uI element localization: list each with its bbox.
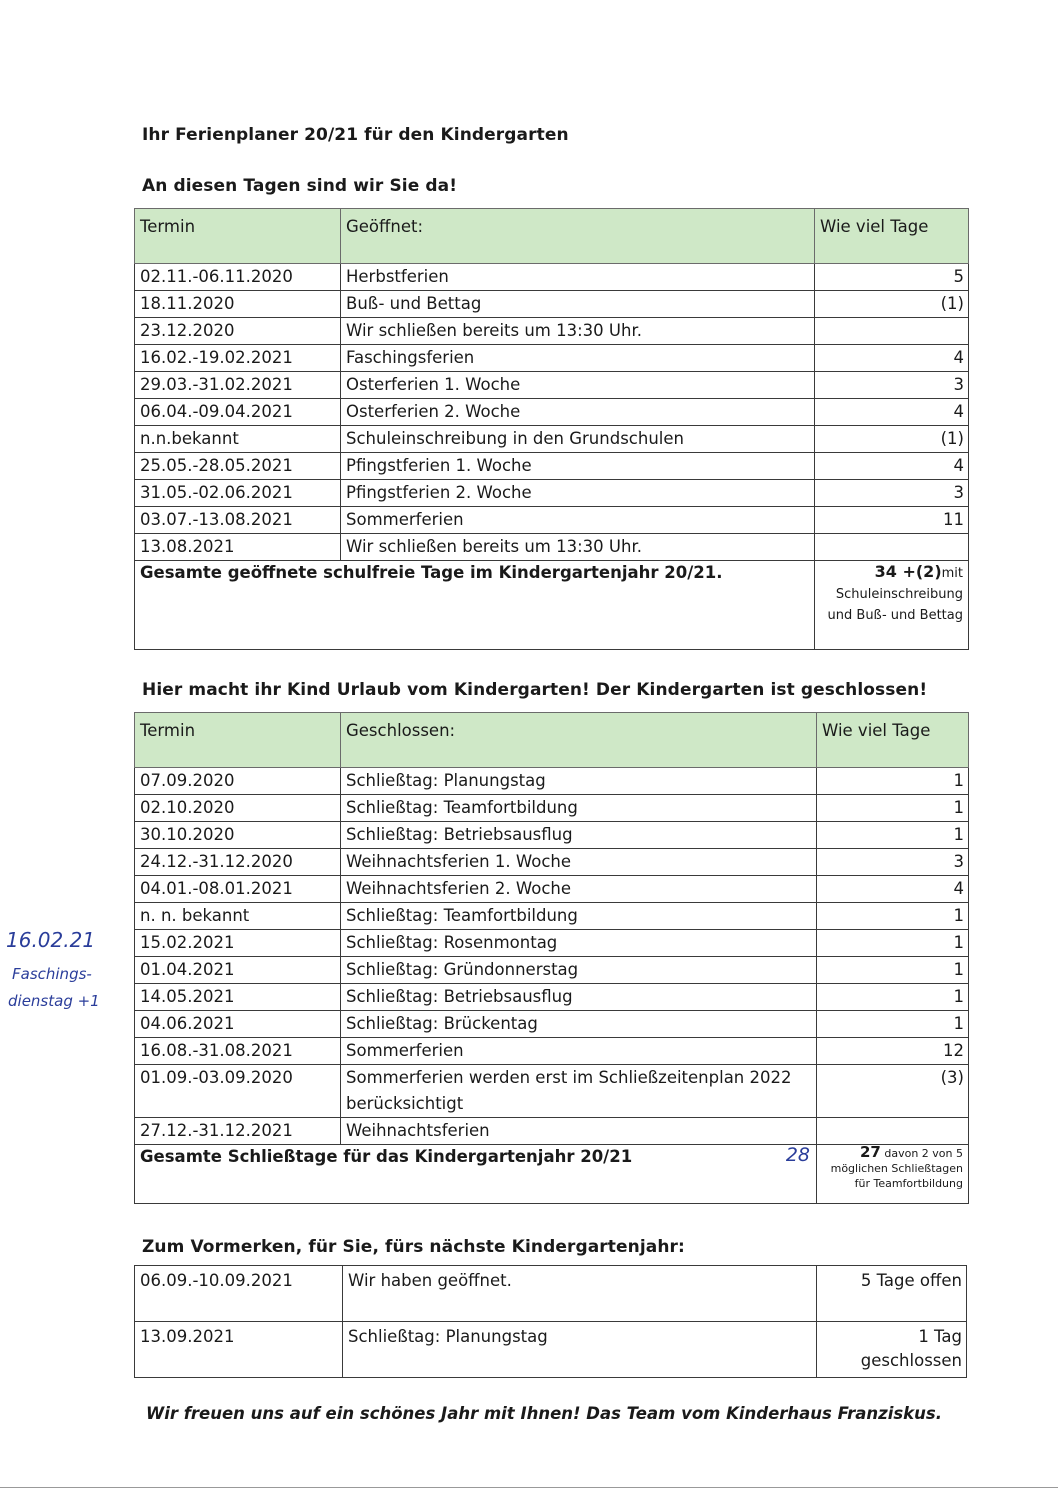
row-days: 1: [817, 930, 969, 957]
row-date: 29.03.-31.02.2021: [135, 372, 341, 399]
row-days: 1: [817, 903, 969, 930]
table-row: [135, 903, 969, 930]
row-days: 1: [817, 768, 969, 795]
open-total-cell: [815, 561, 969, 650]
closed-days-table: [134, 712, 969, 1204]
handwritten-margin-line1: Faschings-: [12, 965, 92, 983]
row-date: 01.04.2021: [135, 957, 341, 984]
table-row: [135, 930, 969, 957]
row-description: Schließtag: Betriebsausflug: [341, 984, 817, 1011]
next-year-days: 1 Tag geschlossen: [817, 1322, 967, 1378]
row-days: [815, 318, 969, 345]
closed-total-row: [135, 1145, 969, 1204]
table-row: [135, 1065, 969, 1118]
table-row: [135, 1322, 967, 1378]
table-row: [135, 345, 969, 372]
row-date: 27.12.-31.12.2021: [135, 1118, 341, 1145]
row-description: Weihnachtsferien 2. Woche: [341, 876, 817, 903]
row-description: Buß- und Bettag: [341, 291, 815, 318]
row-description: Wir schließen bereits um 13:30 Uhr.: [341, 318, 815, 345]
row-days: 1: [817, 957, 969, 984]
next-year-days: 5 Tage offen: [817, 1266, 967, 1322]
row-description: Schließtag: Teamfortbildung: [341, 795, 817, 822]
row-date: 07.09.2020: [135, 768, 341, 795]
row-days: 5: [815, 264, 969, 291]
col-header-geschlossen: Geschlossen:: [341, 713, 817, 768]
closed-total-label-text: Gesamte Schließtage für das Kindergartenjahr 20/21: [140, 1147, 633, 1166]
handwritten-margin-line2: dienstag +1: [8, 992, 100, 1010]
row-description: Weihnachtsferien: [341, 1118, 817, 1145]
table-row: [135, 822, 969, 849]
row-date: 25.05.-28.05.2021: [135, 453, 341, 480]
next-year-table: [134, 1265, 967, 1378]
row-days: [815, 534, 969, 561]
row-description: Faschingsferien: [341, 345, 815, 372]
col-header-termin: Termin: [135, 713, 341, 768]
open-total-note: mit Schuleinschreibung und Buß- und Bettag: [827, 566, 963, 623]
closed-total-value: 27: [859, 1144, 881, 1161]
table-row: [135, 264, 969, 291]
row-days: 1: [817, 984, 969, 1011]
table-row: [135, 426, 969, 453]
row-date: 24.12.-31.12.2020: [135, 849, 341, 876]
row-date: 30.10.2020: [135, 822, 341, 849]
row-date: 23.12.2020: [135, 318, 341, 345]
closed-total-note: davon 2 von 5 möglichen Schließtagen für Teamfortbildung: [830, 1147, 963, 1190]
row-description: Sommerferien werden erst im Schließzeitenplan 2022 berücksichtigt: [341, 1065, 817, 1118]
row-description: Schuleinschreibung in den Grundschulen: [341, 426, 815, 453]
handwritten-margin-date: 16.02.21: [6, 928, 96, 952]
row-days: 11: [815, 507, 969, 534]
row-date: 16.02.-19.02.2021: [135, 345, 341, 372]
row-date: 06.04.-09.04.2021: [135, 399, 341, 426]
table-row: [135, 768, 969, 795]
row-days: 3: [815, 372, 969, 399]
row-days: 4: [815, 345, 969, 372]
row-description: Sommerferien: [341, 1038, 817, 1065]
table-row: [135, 291, 969, 318]
table-row: [135, 534, 969, 561]
row-description: Schließtag: Betriebsausflug: [341, 822, 817, 849]
row-days: 1: [817, 822, 969, 849]
next-year-date: 06.09.-10.09.2021: [135, 1266, 343, 1322]
row-date: n.n.bekannt: [135, 426, 341, 453]
row-days: 1: [817, 1011, 969, 1038]
table-row: [135, 399, 969, 426]
row-date: 04.06.2021: [135, 1011, 341, 1038]
table-row: [135, 984, 969, 1011]
page-title: Ihr Ferienplaner 20/21 für den Kindergarten: [142, 125, 569, 145]
row-description: Sommerferien: [341, 507, 815, 534]
row-description: Wir schließen bereits um 13:30 Uhr.: [341, 534, 815, 561]
table-row: [135, 1118, 969, 1145]
row-date: 14.05.2021: [135, 984, 341, 1011]
open-total-label: Gesamte geöffnete schulfreie Tage im Kindergartenjahr 20/21.: [135, 561, 815, 650]
row-description: Osterferien 2. Woche: [341, 399, 815, 426]
row-date: 01.09.-03.09.2020: [135, 1065, 341, 1118]
row-date: 15.02.2021: [135, 930, 341, 957]
row-description: Schließtag: Brückentag: [341, 1011, 817, 1038]
row-date: 02.10.2020: [135, 795, 341, 822]
closed-total-label: [135, 1145, 817, 1204]
table-row: [135, 1038, 969, 1065]
row-description: Weihnachtsferien 1. Woche: [341, 849, 817, 876]
table-row: [135, 453, 969, 480]
page-bottom-rule: [0, 1487, 1058, 1488]
table-row: [135, 480, 969, 507]
closed-section-heading: Hier macht ihr Kind Urlaub vom Kindergarten! Der Kindergarten ist geschlossen!: [142, 680, 928, 700]
table-row: [135, 876, 969, 903]
row-days: 4: [815, 399, 969, 426]
row-days: 4: [815, 453, 969, 480]
open-section-heading: An diesen Tagen sind wir Sie da!: [142, 176, 458, 196]
open-total-value: 34 +(2): [874, 562, 942, 581]
table-row: [135, 1266, 967, 1322]
row-date: 18.11.2020: [135, 291, 341, 318]
row-days: (1): [815, 291, 969, 318]
table-row: [135, 318, 969, 345]
col-header-tage: Wie viel Tage: [815, 209, 969, 264]
open-days-table: [134, 208, 969, 650]
row-date: 02.11.-06.11.2020: [135, 264, 341, 291]
col-header-geoeffnet: Geöffnet:: [341, 209, 815, 264]
row-description: Schließtag: Teamfortbildung: [341, 903, 817, 930]
table-header-row: [135, 713, 969, 768]
table-row: [135, 795, 969, 822]
closed-total-cell: [817, 1145, 969, 1204]
row-description: Osterferien 1. Woche: [341, 372, 815, 399]
row-date: 04.01.-08.01.2021: [135, 876, 341, 903]
row-description: Schließtag: Gründonnerstag: [341, 957, 817, 984]
row-days: (3): [817, 1065, 969, 1118]
table-row: [135, 507, 969, 534]
row-description: Pfingstferien 1. Woche: [341, 453, 815, 480]
row-days: 3: [815, 480, 969, 507]
table-row: [135, 1011, 969, 1038]
col-header-termin: Termin: [135, 209, 341, 264]
next-year-heading: Zum Vormerken, für Sie, fürs nächste Kindergartenjahr:: [142, 1237, 685, 1257]
row-description: Herbstferien: [341, 264, 815, 291]
row-date: 03.07.-13.08.2021: [135, 507, 341, 534]
table-row: [135, 957, 969, 984]
row-date: n. n. bekannt: [135, 903, 341, 930]
row-description: Schließtag: Rosenmontag: [341, 930, 817, 957]
table-row: [135, 849, 969, 876]
row-date: 31.05.-02.06.2021: [135, 480, 341, 507]
open-total-row: [135, 561, 969, 650]
row-days: [817, 1118, 969, 1145]
row-description: Pfingstferien 2. Woche: [341, 480, 815, 507]
next-year-desc: Wir haben geöffnet.: [343, 1266, 817, 1322]
table-header-row: [135, 209, 969, 264]
row-days: 4: [817, 876, 969, 903]
next-year-desc: Schließtag: Planungstag: [343, 1322, 817, 1378]
row-date: 13.08.2021: [135, 534, 341, 561]
row-days: 3: [817, 849, 969, 876]
row-description: Schließtag: Planungstag: [341, 768, 817, 795]
footer-text: Wir freuen uns auf ein schönes Jahr mit Ihnen! Das Team vom Kinderhaus Franziskus.: [146, 1404, 942, 1423]
row-days: 12: [817, 1038, 969, 1065]
row-date: 16.08.-31.08.2021: [135, 1038, 341, 1065]
row-days: 1: [817, 795, 969, 822]
table-row: [135, 372, 969, 399]
row-days: (1): [815, 426, 969, 453]
next-year-date: 13.09.2021: [135, 1322, 343, 1378]
col-header-tage: Wie viel Tage: [817, 713, 969, 768]
handwritten-total: 28: [785, 1144, 810, 1166]
